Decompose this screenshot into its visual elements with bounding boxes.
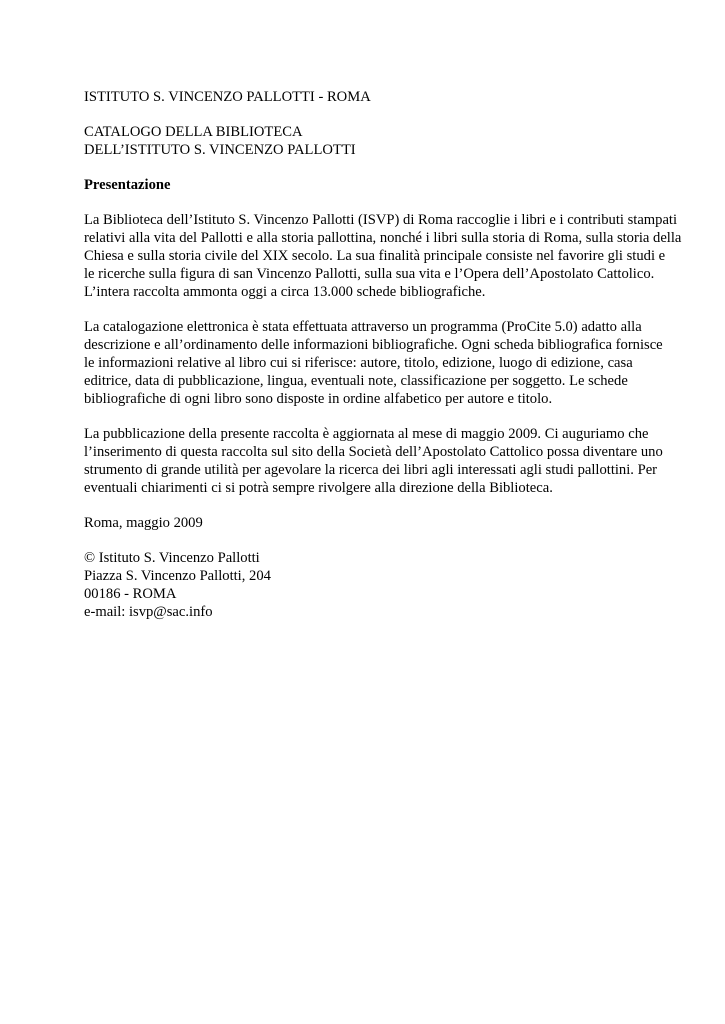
header-text: ISTITUTO S. VINCENZO PALLOTTI - ROMA — [84, 89, 371, 105]
text-line: Chiesa e sulla storia civile del XIX secolo. La sua finalità principale consiste nel favorire gli studi e — [84, 248, 666, 264]
paragraph-2 — [84, 318, 684, 408]
text-line: le ricerche sulla figura di san Vincenzo Pallotti, sulla sua vita e l’Opera dell’Apostolato Cattolico. — [84, 266, 655, 282]
catalog-title — [84, 123, 684, 159]
address-line: Piazza S. Vincenzo Pallotti, 204 — [84, 568, 271, 584]
text-line: eventuali chiarimenti ci si potrà sempre rivolgere alla direzione della Biblioteca. — [84, 480, 553, 496]
text-line: le informazioni relative al libro cui si riferisce: autore, titolo, edizione, luogo di edizione, casa — [84, 355, 633, 371]
section-heading-text: Presentazione — [84, 177, 171, 193]
text-line: La catalogazione elettronica è stata effettuata attraverso un programma (ProCite 5.0) adatto alla — [84, 319, 642, 335]
text-line: bibliografiche di ogni libro sono disposte in ordine alfabetico per autore e titolo. — [84, 391, 553, 407]
text-line: L’intera raccolta ammonta oggi a circa 13.000 schede bibliografiche. — [84, 284, 486, 300]
text-line: editrice, data di pubblicazione, lingua, eventuali note, classificazione per soggetto. Le schede — [84, 373, 628, 389]
institute-header — [84, 88, 684, 106]
paragraph-1 — [84, 211, 684, 301]
paragraph-3 — [84, 425, 684, 497]
date-line — [84, 514, 684, 532]
date-text: Roma, maggio 2009 — [84, 515, 203, 531]
text-line: La pubblicazione della presente raccolta è aggiornata al mese di maggio 2009. Ci auguriamo che — [84, 426, 649, 442]
text-line: La Biblioteca dell’Istituto S. Vincenzo Pallotti (ISVP) di Roma raccoglie i libri e i contributi stampati — [84, 212, 678, 228]
email-line: e-mail: isvp@sac.info — [84, 604, 213, 620]
section-heading — [84, 176, 684, 194]
text-line: relativi alla vita del Pallotti e alla storia pallottina, nonché i libri sulla storia di Roma, sulla storia della — [84, 230, 682, 246]
postal-line: 00186 - ROMA — [84, 586, 177, 602]
catalog-title-line: CATALOGO DELLA BIBLIOTECA — [84, 124, 303, 140]
text-line: l’inserimento di questa raccolta sul sito della Società dell’Apostolato Cattolico possa diventare uno — [84, 444, 663, 460]
text-line: descrizione e all’ordinamento delle informazioni bibliografiche. Ogni scheda bibliografica fornisce — [84, 337, 663, 353]
copyright-line: © Istituto S. Vincenzo Pallotti — [84, 550, 260, 566]
text-line: strumento di grande utilità per agevolare la ricerca dei libri agli interessati agli studi pallottini. Per — [84, 462, 658, 478]
contact-block — [84, 549, 684, 621]
catalog-title-line: DELL’ISTITUTO S. VINCENZO PALLOTTI — [84, 142, 356, 158]
document-page — [84, 88, 684, 621]
